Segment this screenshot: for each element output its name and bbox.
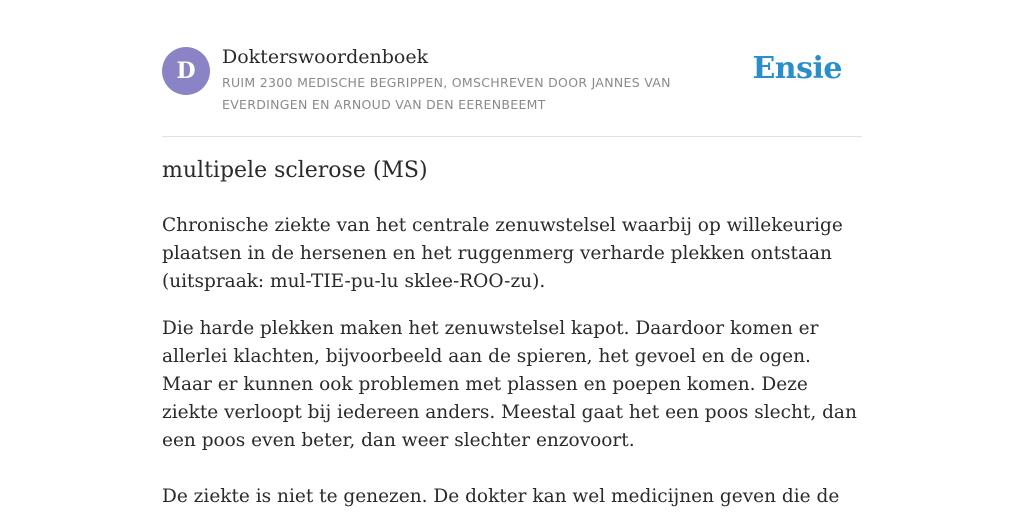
entry-term: multipele sclerose (MS) — [162, 158, 428, 183]
entry-paragraph: Chronische ziekte van het centrale zenuwstelsel waarbij op willekeurige plaatsen in de hersenen en het ruggenmerg verharde plekken ontstaan (uitspraak: mul-TIE-pu-lu sklee-ROO-zu). — [162, 215, 843, 292]
ensie-logo[interactable]: Ensie — [752, 51, 842, 86]
entry-paragraph: Die harde plekken maken het zenuwstelsel kapot. Daardoor komen er allerlei klachten, bijvoorbeeld aan de spieren, het gevoel en de ogen. Maar er kunnen ook problemen met plassen en poepen komen. Deze ziekte verloopt bij iedereen anders. Meestal gaat het een poos slecht, dan een poos even beter, dan weer slechter enzovoort. — [162, 318, 857, 451]
dictionary-subtitle: RUIM 2300 MEDISCHE BEGRIPPEN, OMSCHREVEN DOOR JANNES VAN EVERDINGEN EN ARNOUD VAN DEN EERENBEEMT — [222, 75, 671, 112]
dictionary-title[interactable]: Dokterswoordenboek — [222, 46, 429, 68]
page-container — [162, 0, 862, 507]
header — [162, 0, 862, 137]
entry-paragraph: De ziekte is niet te genezen. De dokter kan wel medicijnen geven die de — [162, 486, 840, 507]
avatar[interactable]: D — [162, 47, 210, 95]
